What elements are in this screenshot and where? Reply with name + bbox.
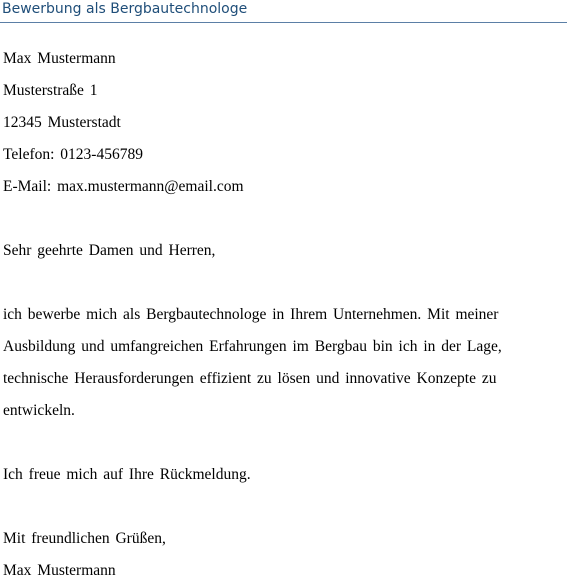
signature: Max Mustermann — [3, 562, 116, 579]
body-line: Ausbildung und umfangreichen Erfahrungen im Bergbau bin ich in der Lage, — [3, 338, 502, 355]
document-header — [0, 0, 567, 23]
body-line: technische Herausforderungen effizient zu lösen und innovative Konzepte zu — [3, 370, 497, 387]
body-line: ich bewerbe mich als Bergbautechnologe in Ihrem Unternehmen. Mit meiner — [3, 306, 499, 323]
sender-email: E-Mail: max.mustermann@email.com — [3, 178, 244, 195]
sender-name: Max Mustermann — [3, 50, 116, 67]
salutation: Sehr geehrte Damen und Herren, — [3, 242, 216, 259]
closing: Mit freundlichen Grüßen, — [3, 530, 166, 547]
closing-sentence: Ich freue mich auf Ihre Rückmeldung. — [3, 466, 251, 483]
sender-city: 12345 Musterstadt — [3, 114, 121, 131]
document-title: Bewerbung als Bergbautechnologe — [2, 1, 248, 17]
body-line: entwickeln. — [3, 402, 75, 419]
sender-phone: Telefon: 0123-456789 — [3, 146, 143, 163]
sender-street: Musterstraße 1 — [3, 82, 98, 99]
